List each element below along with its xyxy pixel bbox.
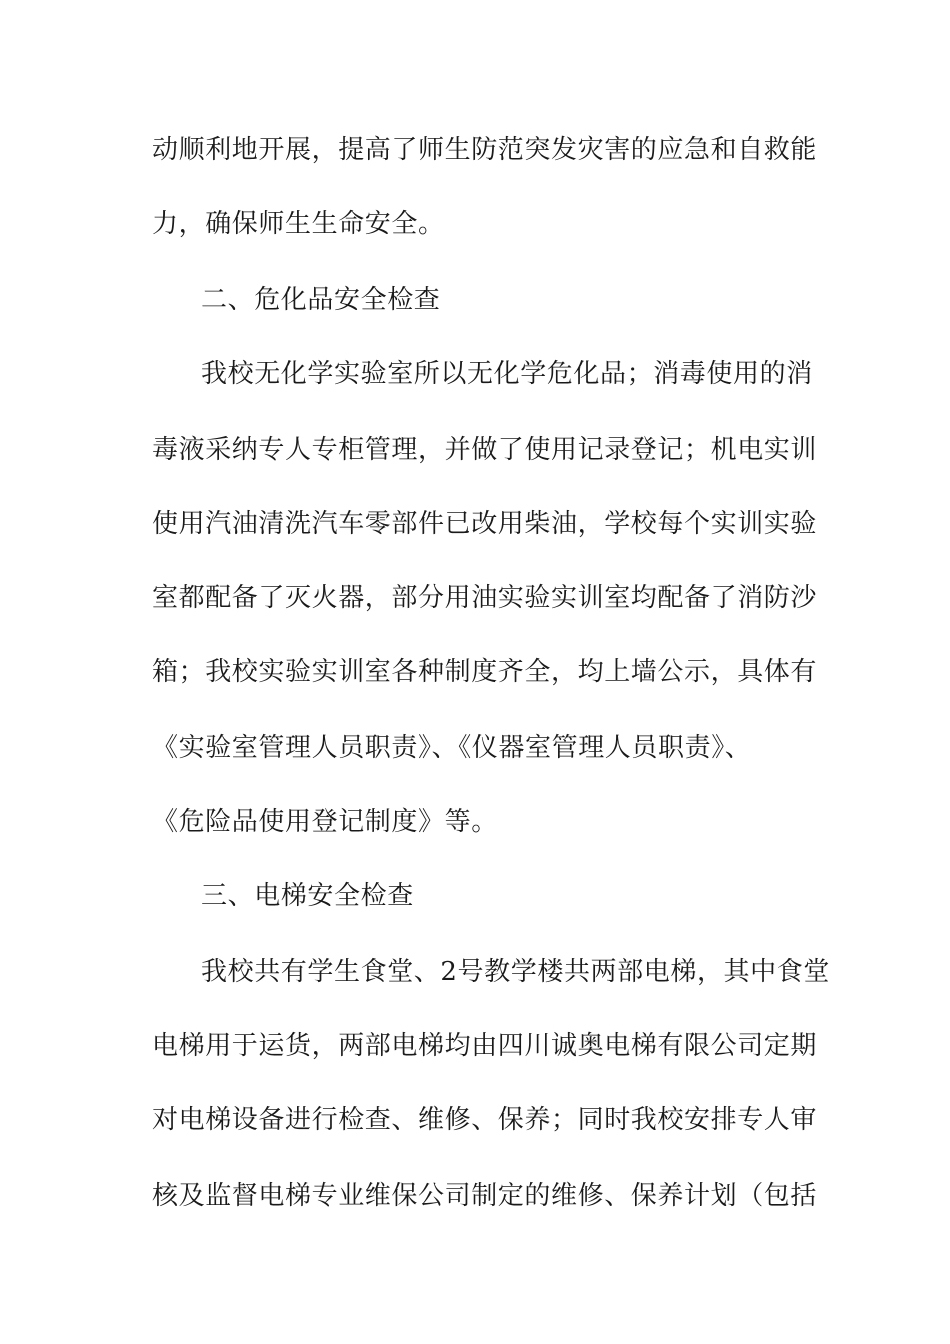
- text-line: 力，确保师生生命安全。: [152, 209, 445, 239]
- text-line: 毒液采纳专人专柜管理，并做了使用记录登记；机电实训: [152, 435, 818, 465]
- text-line: 我校共有学生食堂、2号教学楼共两部电梯，其中食堂: [201, 957, 830, 987]
- section-heading: 三、电梯安全检查: [201, 881, 414, 911]
- text-line: 对电梯设备进行检查、维修、保养；同时我校安排专人审: [152, 1105, 818, 1135]
- text-line: 《危险品使用登记制度》等。: [152, 807, 498, 837]
- text-line: 《实验室管理人员职责》、《仪器室管理人员职责》、: [152, 733, 752, 763]
- text-line: 箱；我校实验实训室各种制度齐全，均上墙公示，具体有: [152, 657, 818, 687]
- text-line: 使用汽油清洗汽车零部件已改用柴油，学校每个实训实验: [152, 509, 818, 539]
- text-line: 我校无化学实验室所以无化学危化品；消毒使用的消: [201, 359, 813, 389]
- text-line: 动顺利地开展，提高了师生防范突发灾害的应急和自救能: [152, 135, 818, 165]
- text-line: 核及监督电梯专业维保公司制定的维修、保养计划（包括: [152, 1181, 818, 1211]
- text-line: 电梯用于运货，两部电梯均由四川诚奥电梯有限公司定期: [152, 1031, 818, 1061]
- section-heading: 二、危化品安全检查: [201, 285, 441, 315]
- text-line: 室都配备了灭火器，部分用油实验实训室均配备了消防沙: [152, 583, 818, 613]
